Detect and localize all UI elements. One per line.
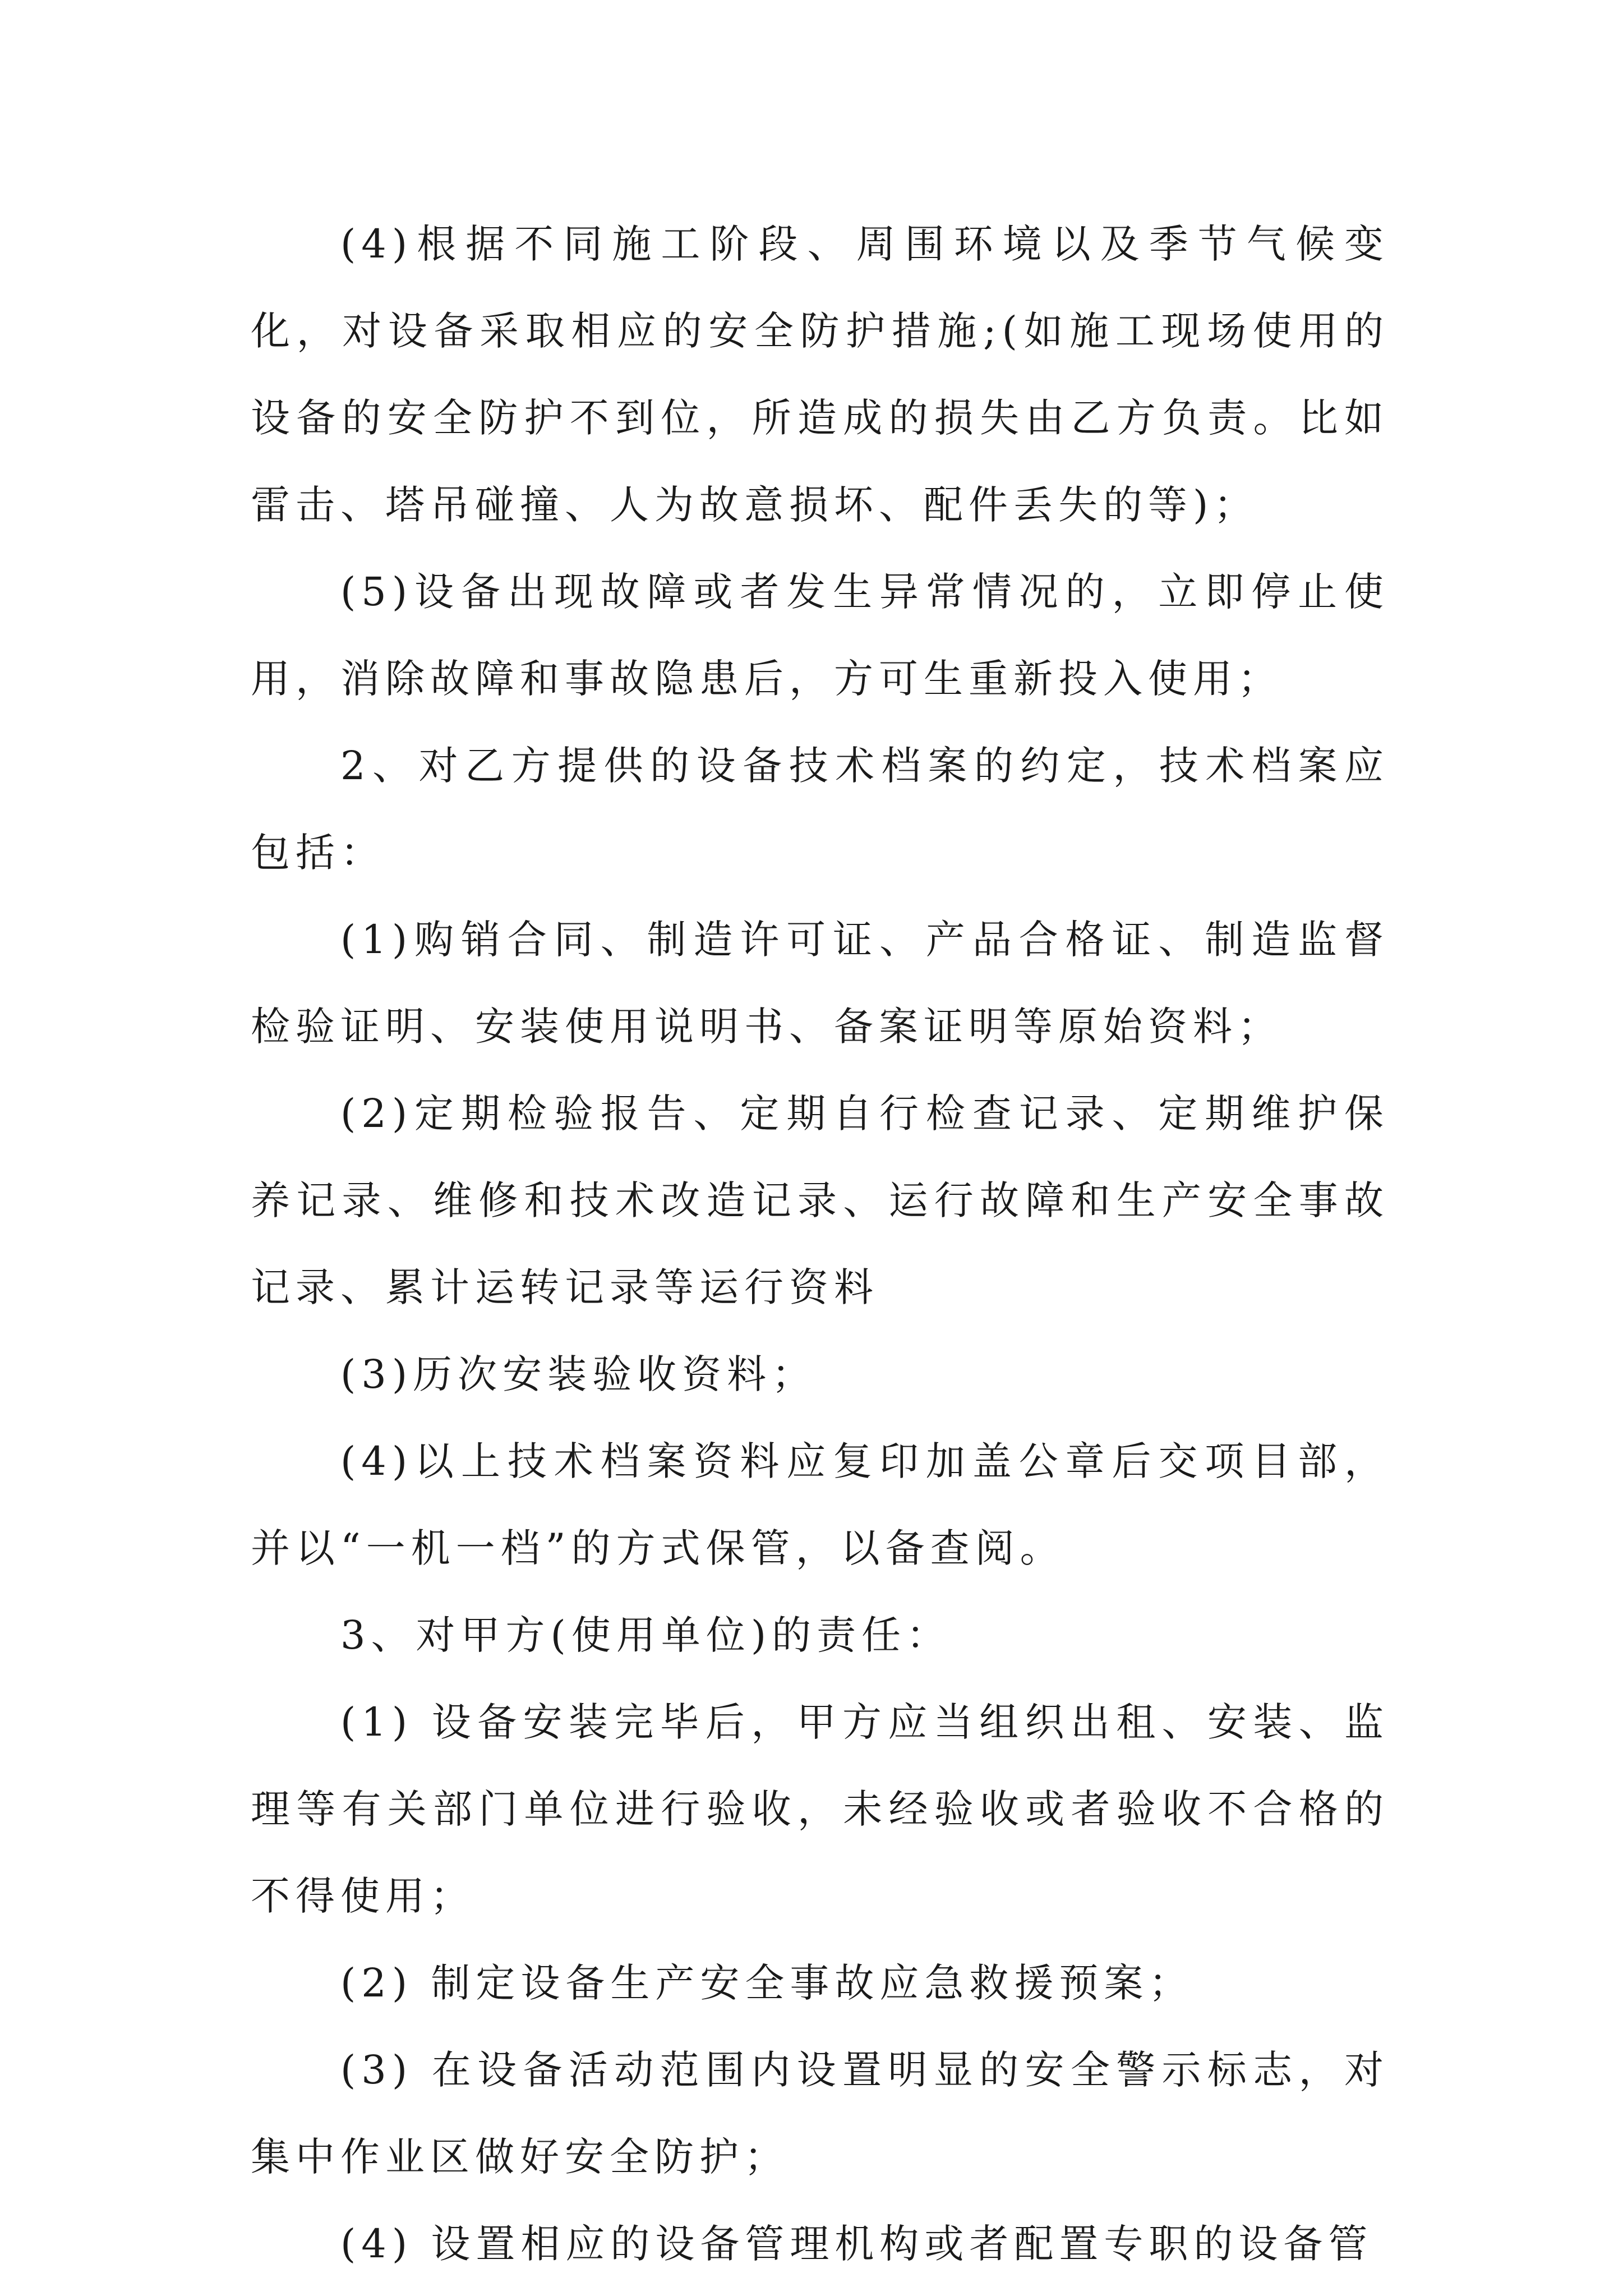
paragraph: (4) 设置相应的设备管理机构或者配置专职的设备管 [340,2221,1373,2267]
paragraph: (2) 制定设备生产安全事故应急救援预案； [340,1960,1194,2006]
paragraph: (5)设备出现故障或者发生异常情况的，立即停止使用，消除故障和事故隐患后，方可生重新投入使用； [251,569,1389,702]
paragraph: (4)根据不同施工阶段、周围环境以及季节气候变化，对设备采取相应的安全防护措施;(如施工现场使用的设备的安全防护不到位，所造成的损失由乙方负责。比如雷击、塔吊碰撞、人为故意损坏、配件丢失的等)； [251,221,1389,528]
paragraph: 2、对乙方提供的设备技术档案的约定，技术档案应包括： [251,743,1389,876]
paragraph: (3) 在设备活动范围内设置明显的安全警示标志，对集中作业区做好安全防护； [251,2047,1389,2180]
paragraph: 3、对甲方(使用单位)的责任： [340,1612,952,1658]
paragraph: (2)定期检验报告、定期自行检查记录、定期维护保养记录、维修和技术改造记录、运行故障和生产安全事故记录、累计运转记录等运行资料 [251,1091,1389,1310]
paragraph: (1)购销合同、制造许可证、产品合格证、制造监督检验证明、安装使用说明书、备案证明等原始资料； [251,917,1389,1050]
paragraph: (3)历次安装验收资料； [340,1351,817,1397]
document-body [251,201,1389,2288]
paragraph: (1) 设备安装完毕后，甲方应当组织出租、安装、监理等有关部门单位进行验收，未经验收或者验收不合格的不得使用； [251,1699,1389,1919]
paragraph: (4)以上技术档案资料应复印加盖公章后交项目部，并以“一机一档”的方式保管，以备查阅。 [251,1438,1389,1571]
